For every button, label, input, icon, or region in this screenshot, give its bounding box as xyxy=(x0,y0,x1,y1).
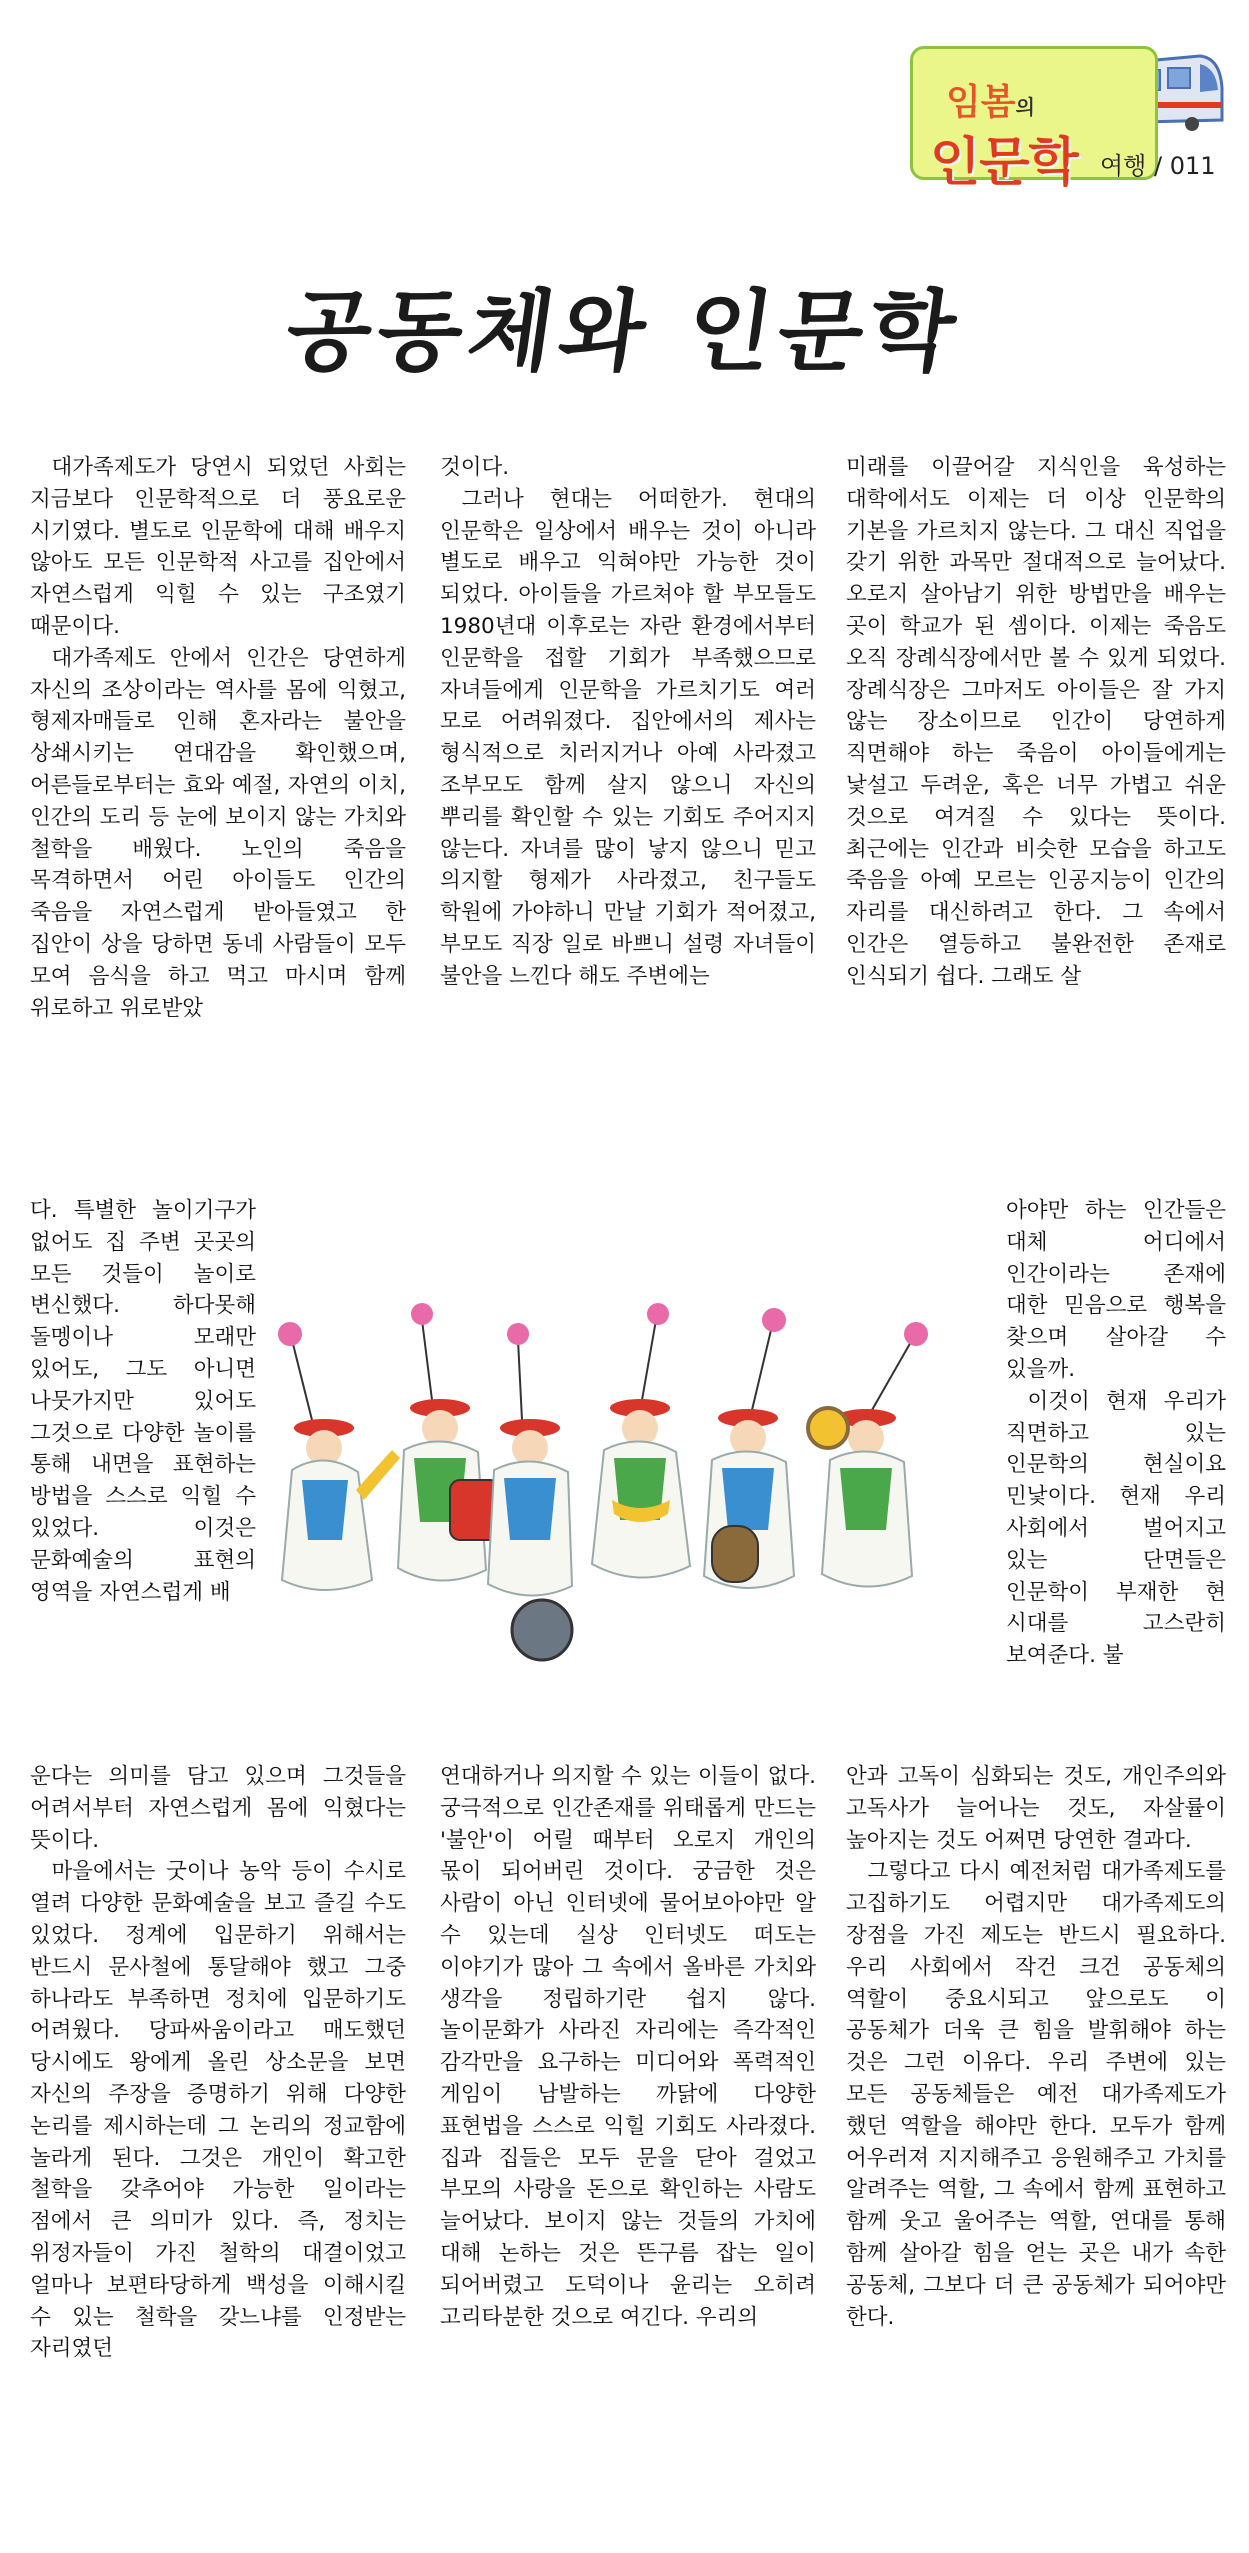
column-2-bottom xyxy=(440,1761,816,2333)
dancer-3 xyxy=(488,1323,572,1660)
column-3-top xyxy=(846,452,1226,993)
column-1-wrap xyxy=(30,1195,256,1608)
paragraph: 미래를 이끌어갈 지식인을 육성하는 대학에서도 이제는 더 이상 인문학의 기본을 가르치지 않는다. 그 대신 직업을 갖기 위한 과목만 절대적으로 늘어났다. 오로지 살아남기 위한 방법만을 배우는 곳이 학교가 된 셈이다. 이제는 죽음도 오직 장례식장에서만 볼 수 있게 되었다. 장례식장은 그마저도 아이들은 잘 가지 않는 장소이므로 인간이 당연하게 직면해야 하는 죽음이 아이들에게는 낯설고 두려운, 혹은 너무 가볍고 쉬운 것으로 여겨질 수 있다는 뜻이다. 최근에는 인간과 비슷한 모습을 하고도 죽음을 아예 모르는 인공지능이 인간의 자리를 대신하려고 한다. 그 속에서 인간은 열등하고 불완전한 존재로 인식되기 쉽다. 그래도 살 xyxy=(846,455,1226,989)
column-1-bottom xyxy=(30,1761,406,2365)
paragraph: 연대하거나 의지할 수 있는 이들이 없다. 궁극적으로 인간존재를 위태롭게 만드는 '불안'이 어릴 때부터 오로지 개인의 몫이 되어버린 것이다. 궁금한 것은 사람이 아닌 인터넷에 물어보아야만 알 수 있는데 실상 인터넷도 떠도는 이야기가 많아 그 속에서 올바른 가치와 생각을 정립하기란 쉽지 않다. 놀이문화가 사라진 자리에는 즉각적인 감각만을 요구하는 미디어와 폭력적인 게임이 남발하는 까닭에 다양한 표현법을 스스로 익힐 기회도 사라졌다. 집과 집들은 모두 문을 닫아 걸었고 부모의 사랑을 돈으로 확인하는 사람도 늘어났다. 보이지 않는 것들의 가치에 대해 논하는 것은 뜬구름 잡는 일이 되어버렸고 도덕이나 윤리는 오히려 고리타분한 것으로 여긴다. 우리의 xyxy=(440,1764,816,2330)
dancer-6 xyxy=(808,1322,928,1587)
paragraph: 대가족제도 안에서 인간은 당연하게 자신의 조상이라는 역사를 몸에 익혔고, 형제자매들로 인해 혼자라는 불안을 상쇄시키는 연대감을 확인했으며, 어른들로부터는 효와 예절, 자연의 이치, 인간의 도리 등 눈에 보이지 않는 가치와 철학을 배웠다. 노인의 죽음을 목격하면서 어린 아이들도 인간의 죽음을 자연스럽게 받아들였고 한 집안이 상을 당하면 동네 사람들이 모두 모여 음식을 하고 먹고 마시며 함께 위로하고 위로받았 xyxy=(30,645,406,1021)
dancer-4 xyxy=(592,1303,690,1578)
paragraph: 안과 고독이 심화되는 것도, 개인주의와 고독사가 늘어나는 것도, 자살률이 높아지는 것도 어쩌면 당연한 결과다. xyxy=(846,1764,1226,1853)
dancer-1 xyxy=(278,1322,400,1590)
column-2-top xyxy=(440,452,816,993)
paragraph: 마을에서는 굿이나 농악 등이 수시로 열려 다양한 문화예술을 보고 즐길 수도 있었다. 정계에 입문하기 위해서는 반드시 문사철에 통달해야 했고 그중 하나라도 부족하면 정치에 입문하기도 어려웠다. 당파싸움이라고 매도했던 당시에도 왕에게 올린 상소문을 보면 자신의 주장을 증명하기 위해 다양한 논리를 제시하는데 그 논리의 정교함에 놀라게 된다. 그것은 개인이 확고한 철학을 갖추어야 가능한 일이라는 점에서 큰 의미가 있다. 즉, 정치는 위정자들이 가진 철학의 대결이었고 얼마나 보편타당하게 백성을 이해시킬 수 있는 철학을 갖느냐를 인정받는 자리였던 xyxy=(30,1859,406,2362)
column-3-wrap xyxy=(1006,1195,1226,1672)
paragraph: 다. 특별한 놀이기구가 없어도 집 주변 곳곳의 모든 것들이 놀이로 변신했다. 하다못해 돌멩이나 모래만 있어도, 그도 아니면 나뭇가지만 있어도 그것으로 다양한 놀이를 통해 내면을 표현하는 방법을 스스로 익힐 수 있었다. 이것은 문화예술의 표현의 영역을 자연스럽게 배 xyxy=(30,1198,256,1605)
paragraph: 운다는 의미를 담고 있으며 그것들을 어려서부터 자연스럽게 몸에 익혔다는 뜻이다. xyxy=(30,1764,406,1853)
column-1-top xyxy=(30,452,406,1024)
paragraph: 그러나 현대는 어떠한가. 현대의 인문학은 일상에서 배우는 것이 아니라 별도로 배우고 익혀야만 가능한 것이 되었다. 아이들을 가르쳐야 할 부모들도 1980년대 이후로는 자란 환경에서부터 인문학을 접할 기회가 부족했으므로 자녀들에게 인문학을 가르치기도 여러 모로 어려워졌다. 집안에서의 제사는 형식적으로 치러지거나 아예 사라졌고 조부모도 함께 살지 않으니 자신의 뿌리를 확인할 수 있는 기회도 주어지지 않는다. 자녀를 많이 낳지 않으니 믿고 의지할 형제가 사라졌고, 친구들도 학원에 가야하니 만날 기회가 적어졌고, 부모도 직장 일로 바쁘니 설령 자녀들이 불안을 느낀다 해도 주변에는 xyxy=(440,486,816,989)
paragraph: 그렇다고 다시 예전처럼 대가족제도를 고집하기도 어렵지만 대가족제도의 장점을 가진 제도는 반드시 필요하다. 우리 사회에서 작건 크건 공동체의 역할이 중요시되고 앞으로도 이 공동체가 더욱 큰 힘을 발휘해야 하는 것은 그런 이유다. 우리 주변에 있는 모든 공동체들은 예전 대가족제도가 했던 역할을 해야만 한다. 모두가 함께 어우러져 지지해주고 응원해주고 가치를 알려주는 역할, 그 속에서 함께 표현하고 함께 웃고 울어주는 역할, 연대를 통해 함께 살아갈 힘을 얻는 곳은 내가 속한 공동체, 그보다 더 큰 공동체가 되어야만 한다. xyxy=(846,1859,1226,2330)
brand-top: 임봄의 xyxy=(946,82,1035,123)
brand-main: 인문학 xyxy=(930,133,1078,193)
paragraph: 것이다. xyxy=(440,455,510,480)
nongak-dancers-illustration xyxy=(272,1300,994,1680)
series-label: 여행 / 011 xyxy=(1100,152,1216,180)
paragraph: 아야만 하는 인간들은 대체 어디에서 인간이라는 존재에 대한 믿음으로 행복을 찾으며 살아갈 수 있을까. xyxy=(1006,1198,1226,1382)
column-3-bottom xyxy=(846,1761,1226,2333)
series-badge xyxy=(910,28,1228,193)
dancer-5 xyxy=(704,1308,794,1588)
article-title: 공동체와 인문학 xyxy=(279,279,968,383)
dancer-2 xyxy=(398,1303,500,1581)
paragraph: 이것이 현재 우리가 직면하고 있는 인문학의 현실이요 민낯이다. 현재 우리 사회에서 벌어지고 있는 단면들은 인문학이 부재한 현 시대를 고스란히 보여준다. 불 xyxy=(1006,1388,1226,1669)
paragraph: 대가족제도가 당연시 되었던 사회는 지금보다 인문학적으로 더 풍요로운 시기였다. 별도로 인문학에 대해 배우지 않아도 모든 인문학적 사고를 집안에서 자연스럽게 익힐 수 있는 구조였기 때문이다. xyxy=(30,455,406,639)
